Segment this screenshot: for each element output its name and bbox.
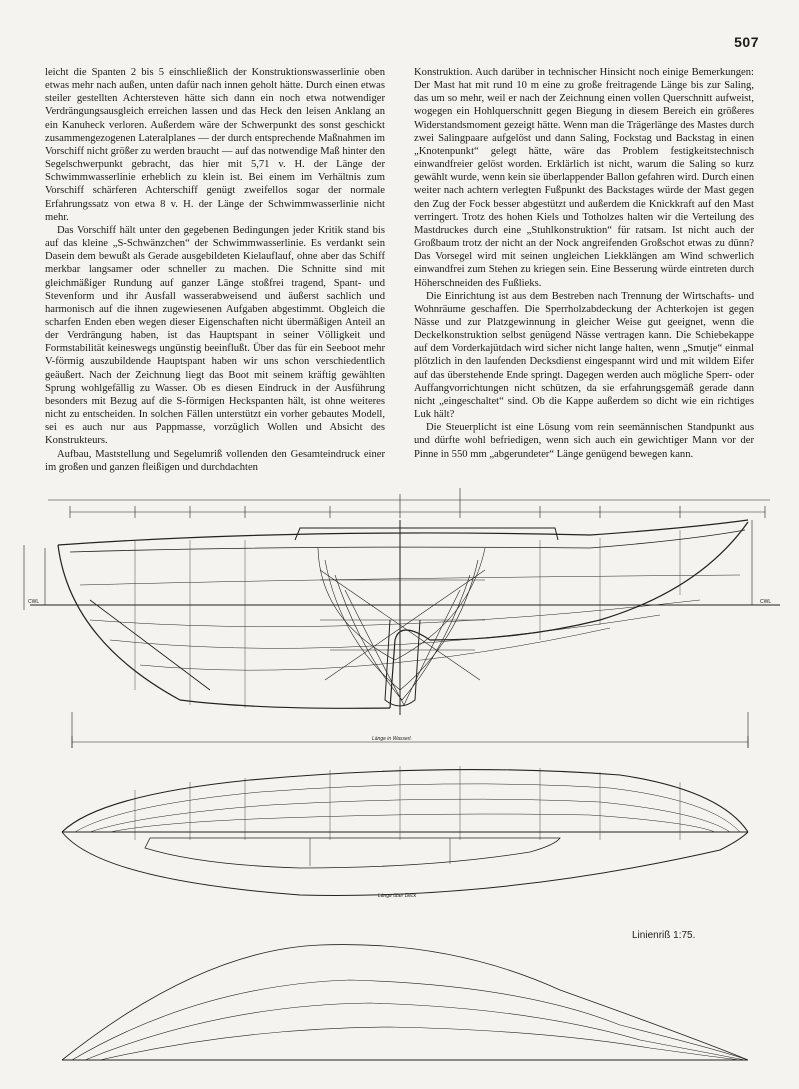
diagonals-plan	[62, 945, 748, 1060]
top-dimension-lines	[48, 488, 770, 518]
paragraph: Aufbau, Maststellung und Segelumriß vollenden den Gesamteindruck einer im großen und ganzen fleißigen und durchdachten	[45, 448, 385, 473]
half-breadth-plan	[62, 766, 748, 895]
length-deck-label: Länge über Deck	[378, 893, 417, 899]
page-number: 507	[734, 34, 759, 50]
profile-view	[24, 520, 780, 715]
paragraph: Die Einrichtung ist aus dem Bestreben nach Trennung der Wirtschafts- und Wohnräume geschaffen. Die Sperrholzabdeckung der Achterkojen ist gegen Nässe und zur Platzgewinnung in gleicher Weise gut geeignet, wenn die Deckelkonstruktion selbst genügend Nässe vertragen kann. Die Schiebekappe auf dem Vorderkajütdach wird sicher nicht lange halten, wenn „Smutje“ einmal plötzlich in den laufenden Decksdienst eingespannt wird und mit wildem Eifer auf das überstehende Ende springt. Dagegen werden auch mögliche Sperr- oder Auffangvorrichtungen nicht schützen, da sie erfahrungsgemäß gerade dann nicht „eingeschaltet“ sind. Ob die Kappe außerdem so dicht wie ein richtiges Luk hält?	[414, 290, 754, 421]
paragraph: Konstruktion. Auch darüber in technischer Hinsicht noch einige Bemerkungen: Der Mast hat mit rund 10 m eine zu große freitragende Länge bis zur Saling, das um so mehr, weil er nach der Zeichnung einen vollen Querschnitt aufweist, wogegen ein Hohlquerschnitt gegen Biegung in diesem Bereich ein größeres Widerstandsmoment gezeigt hätte. Wenn man die Trägerlänge des Mastes durch zwei Salingpaare aufgelöst und dann Saling, Fockstag und Backstag in einen „Knotenpunkt“ gelegt hätte, wäre das Problem festigkeitstechnisch einwandfreier gelöst worden. Erklärlich ist nicht, warum die Saling so kurz gewählt wurde, wenn kein sie überlappender Ballon gefahren wird. Durch einen weiter nach achtern verlegten Fußpunkt des Backstages würde der Mast gegen den Zug der Fock besser abgestützt und außerdem die Knickkraft auf den Mast verringert. Trotz des hohen Kiels und Totholzes halten wir die Verteilung des Mastdruckes durch eine „Stuhlkonstruktion“ für ratsam. Ist nicht auch der Großbaum trotz der nicht an der Nock angreifenden Großschot etwas zu dünn? Das Vorsegel wird mit seinen ungleichen Liekklängen am Wind schwerlich einwandfrei zum Stehen zu kriegen sein. Eine Besserung würde eintreten durch Höherschneiden des Fußlieks.	[414, 67, 754, 289]
paragraph: Das Vorschiff hält unter den gegebenen Bedingungen jeder Kritik stand bis auf das kleine „S-Schwänzchen“ der Schwimmwasserlinie. Es verdankt sein Dasein dem bewußt als Gerade ausgebildeten Kielauflauf, ohne aber das Schiff merkbar langsamer oder schneller zu machen. Die Schnitte sind mit gleichmäßiger Rundung auf ganzer Länge stoßfrei tragend, Spant- und Stevenform und ihr Ausfall wasserabweisend und äußerst sachlich und harmonisch auf die ihnen zugewiesenen Aufgaben abgestimmt. Obgleich die scharfen Enden eben wegen dieser Eigenschaften nicht übermäßigen Anteil an der Verdrängung haben, ist das Hauptspant in seiner Völligkeit und Formstabilität keineswegs ungünstig beeinflußt. Über das für ein Seeboot mehr V-förmig auszubildende Hauptspant haben wir uns schon verschiedentlich geäußert. Nach der Zeichnung liegt das Boot mit seinem kräftig gewählten Sprung wohlgefällig zu Wasser. Ob es diesen Eindruck in der Ausführung besonders mit Bezug auf die S-förmigen Heckspanten hält, ist ohne weiteres nicht zu entscheiden. In solchen Fällen unterstützt ein vorher gebautes Modell, sei es auch nur aus Pappmasse, vorzüglich Wollen und Absicht des Konstrukteurs.	[45, 224, 385, 447]
cwl-label-left: CWL	[28, 599, 40, 605]
paragraph: leicht die Spanten 2 bis 5 einschließlich der Konstruktionswasserlinie oben etwas mehr nach außen, unten dafür nach innen geholt hätte. Durch einen etwas steiler gestellten Achtersteven hätte sich dann ein noch etwa notwendiger Verdrängungsausgleich erreichen lassen und das Heck den leisen Anklang an ein Kanuheck verloren. Außerdem wäre der Schwerpunkt des sonst geschickt zusammengezogenen Lateralplanes — der durch entsprechende Maßnahmen im Vorschiff nicht größer zu werden braucht — auf das notwendige Maß hinter den Segelschwerpunkt gebracht, das hier mit 5,71 v. H. der Länge der Schwimmwasserlinie erheblich zu klein ist. Bei einem im Verhältnis zum Vorschiff schärferen Achterschiff genügt zweifellos sogar der normale Erfahrungssatz von etwa 8 v. H. der Länge der Schwimmwasserlinie nicht mehr.	[45, 67, 385, 223]
drawing-caption: Linienriß 1:75.	[632, 930, 696, 941]
length-dimension	[72, 712, 748, 748]
cwl-label-right: CWL	[760, 599, 772, 605]
length-wl-label: Länge in Wasserl.	[372, 736, 412, 742]
paragraph: Die Steuerplicht ist eine Lösung vom rein seemännischen Standpunkt aus und dürfte wohl befriedigen, wenn sich auch ein gewichtiger Mann vor der Pinne in 550 mm „abgerundeter“ Länge genügend bewegen kann.	[414, 422, 754, 460]
